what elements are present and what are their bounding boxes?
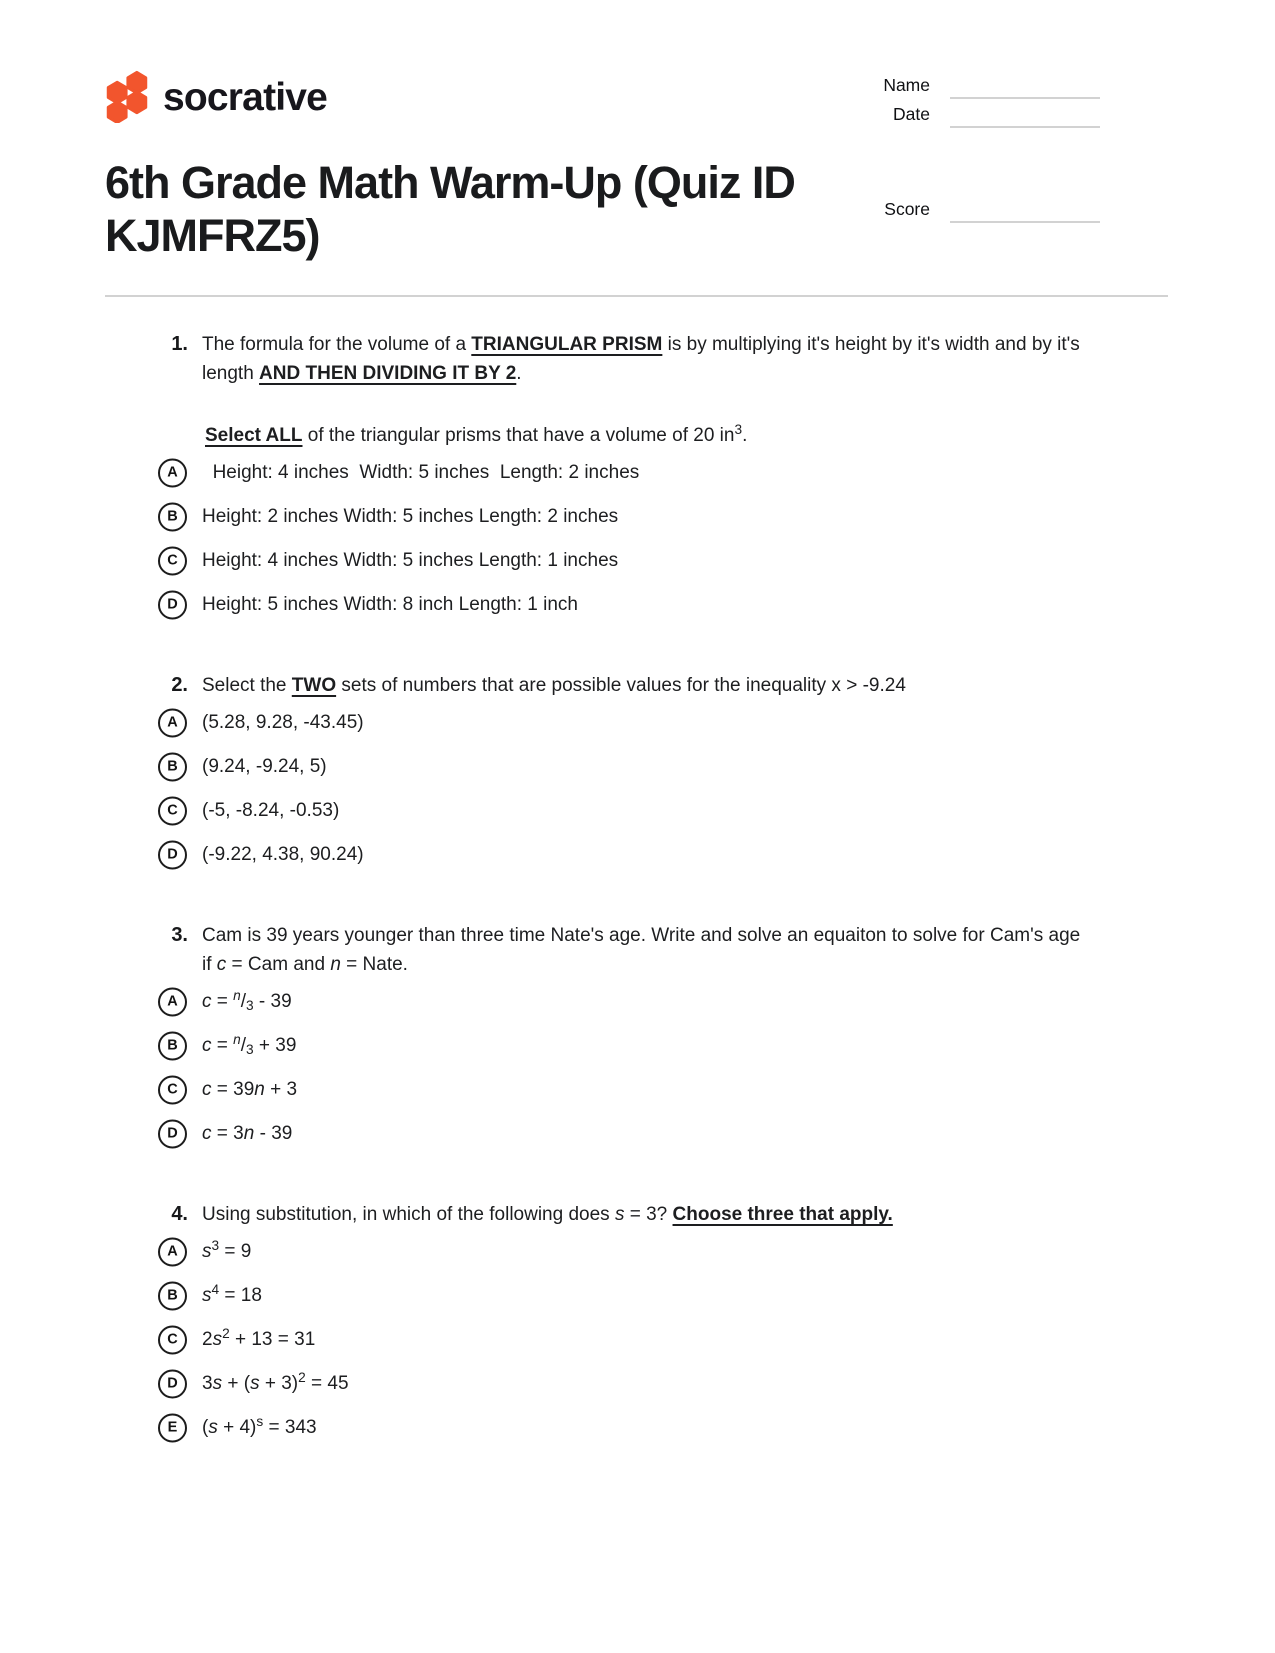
- option-letter: C: [167, 552, 178, 569]
- option-text: $2s^2 + 13 = 31$: [202, 1326, 316, 1350]
- option-text: Height: 5 inches Width: 8 inch Length: 1 inch: [202, 594, 579, 615]
- question: [0, 1200, 1082, 1442]
- socrative-wordmark: socrative: [163, 76, 328, 119]
- option-letter-bubble: [158, 1031, 187, 1060]
- answer-option: [167, 590, 1082, 619]
- option-text: c = 3n - 39: [202, 1123, 293, 1144]
- option-text: Height: 4 inches Width: 5 inches Length: 1 inches: [202, 550, 619, 571]
- options-list: [167, 987, 1082, 1148]
- name-label: Name: [883, 75, 930, 95]
- name-blank-line: [950, 81, 1100, 99]
- answer-option: [167, 502, 1082, 531]
- option-letter-bubble: [158, 708, 187, 737]
- option-letter: C: [167, 1331, 178, 1348]
- option-letter: D: [167, 1375, 178, 1392]
- option-letter: B: [167, 1287, 178, 1304]
- option-letter-bubble: [158, 546, 187, 575]
- option-letter: C: [167, 1081, 178, 1098]
- option-letter-bubble: [158, 1369, 187, 1398]
- option-letter: C: [167, 802, 178, 819]
- question-prompt: Using substitution, in which of the following does s = 3? Choose three that apply.: [202, 1204, 893, 1225]
- answer-option: [167, 1237, 1082, 1266]
- option-text: $c = ^n/_3 + 39$: [202, 1032, 297, 1058]
- answer-option: [167, 1413, 1082, 1442]
- question-subprompt: Select ALL of the triangular prisms that have a volume of 20 $in^3$.: [205, 422, 748, 446]
- question-prompt: Cam is 39 years younger than three time Nate's age. Write and solve an equaiton to solve for Cam's age if c = Cam and n = Nate.: [202, 925, 1081, 975]
- option-text: c = 39n + 3: [202, 1079, 298, 1100]
- option-letter-bubble: [158, 840, 187, 869]
- option-letter-bubble: [158, 502, 187, 531]
- option-letter: B: [167, 758, 178, 775]
- socrative-hexagons-icon: [104, 66, 150, 123]
- quiz-title: 6th Grade Math Warm-Up (Quiz ID KJMFRZ5): [105, 157, 795, 262]
- option-text: (5.28, 9.28, -43.45): [202, 712, 364, 733]
- option-text: $s^3 = 9$: [202, 1238, 252, 1262]
- answer-option: [167, 1325, 1082, 1354]
- option-text: Height: 2 inches Width: 5 inches Length: 2 inches: [202, 506, 619, 527]
- option-letter-bubble: [158, 1413, 187, 1442]
- score-blank-line: [950, 205, 1100, 223]
- option-letter-bubble: [158, 987, 187, 1016]
- option-letter-bubble: [158, 1119, 187, 1148]
- option-text: $3s + (s + 3)^2 = 45$: [202, 1370, 349, 1394]
- answer-option: [167, 708, 1082, 737]
- option-letter-bubble: [158, 1075, 187, 1104]
- option-letter: A: [167, 464, 178, 481]
- option-letter: B: [167, 1037, 178, 1054]
- option-text: $c = ^n/_3 - 39$: [202, 988, 292, 1014]
- option-letter: A: [167, 1243, 178, 1260]
- option-letter: A: [167, 714, 178, 731]
- question-number: 2.: [171, 674, 188, 696]
- answer-option: [167, 840, 1082, 869]
- option-letter: D: [167, 846, 178, 863]
- option-letter: B: [167, 508, 178, 525]
- options-list: [167, 708, 1082, 869]
- date-label: Date: [893, 104, 930, 124]
- option-text: $(s + 4)^s = 343$: [202, 1414, 317, 1438]
- date-blank-line: [950, 110, 1100, 128]
- question-number: 4.: [171, 1203, 188, 1225]
- answer-option: [167, 458, 1082, 487]
- option-letter-bubble: [158, 1237, 187, 1266]
- answer-option: [167, 1031, 1082, 1060]
- questions-container: [0, 330, 1275, 1442]
- answer-option: [167, 1075, 1082, 1104]
- option-letter-bubble: [158, 752, 187, 781]
- name-field: [883, 75, 1100, 96]
- answer-option: [167, 752, 1082, 781]
- options-list: [167, 458, 1082, 619]
- options-list: [167, 1237, 1082, 1442]
- answer-option: [167, 1281, 1082, 1310]
- option-letter: D: [167, 596, 178, 613]
- answer-option: [167, 1119, 1082, 1148]
- question-number: 3.: [171, 924, 188, 946]
- question: [0, 330, 1082, 619]
- option-text: Height: 4 inches Width: 5 inches Length: 2 inches: [202, 462, 640, 483]
- score-field: [884, 199, 1100, 220]
- answer-option: [167, 987, 1082, 1016]
- answer-option: [167, 546, 1082, 575]
- question: [0, 671, 1082, 869]
- option-letter: D: [167, 1125, 178, 1142]
- question: [0, 921, 1082, 1148]
- date-field: [893, 104, 1100, 125]
- option-letter-bubble: [158, 590, 187, 619]
- question-prompt: The formula for the volume of a TRIANGULAR PRISM is by multiplying it's height by it's width and by it's length AND THEN DIVIDING IT BY 2.: [202, 334, 1080, 384]
- option-text: (9.24, -9.24, 5): [202, 756, 327, 777]
- option-letter-bubble: [158, 458, 187, 487]
- option-letter-bubble: [158, 1281, 187, 1310]
- answer-option: [167, 1369, 1082, 1398]
- option-letter: A: [167, 993, 178, 1010]
- question-prompt: Select the TWO sets of numbers that are possible values for the inequality x > -9.24: [202, 675, 906, 696]
- option-text: $s^4 = 18$: [202, 1282, 262, 1306]
- header-divider: [105, 295, 1168, 297]
- score-label: Score: [884, 199, 930, 219]
- option-letter: E: [167, 1419, 178, 1436]
- socrative-logo: [104, 66, 327, 123]
- option-text: (-9.22, 4.38, 90.24): [202, 844, 364, 865]
- option-letter-bubble: [158, 1325, 187, 1354]
- answer-option: [167, 796, 1082, 825]
- option-text: (-5, -8.24, -0.53): [202, 800, 340, 821]
- question-number: 1.: [171, 333, 188, 355]
- option-letter-bubble: [158, 796, 187, 825]
